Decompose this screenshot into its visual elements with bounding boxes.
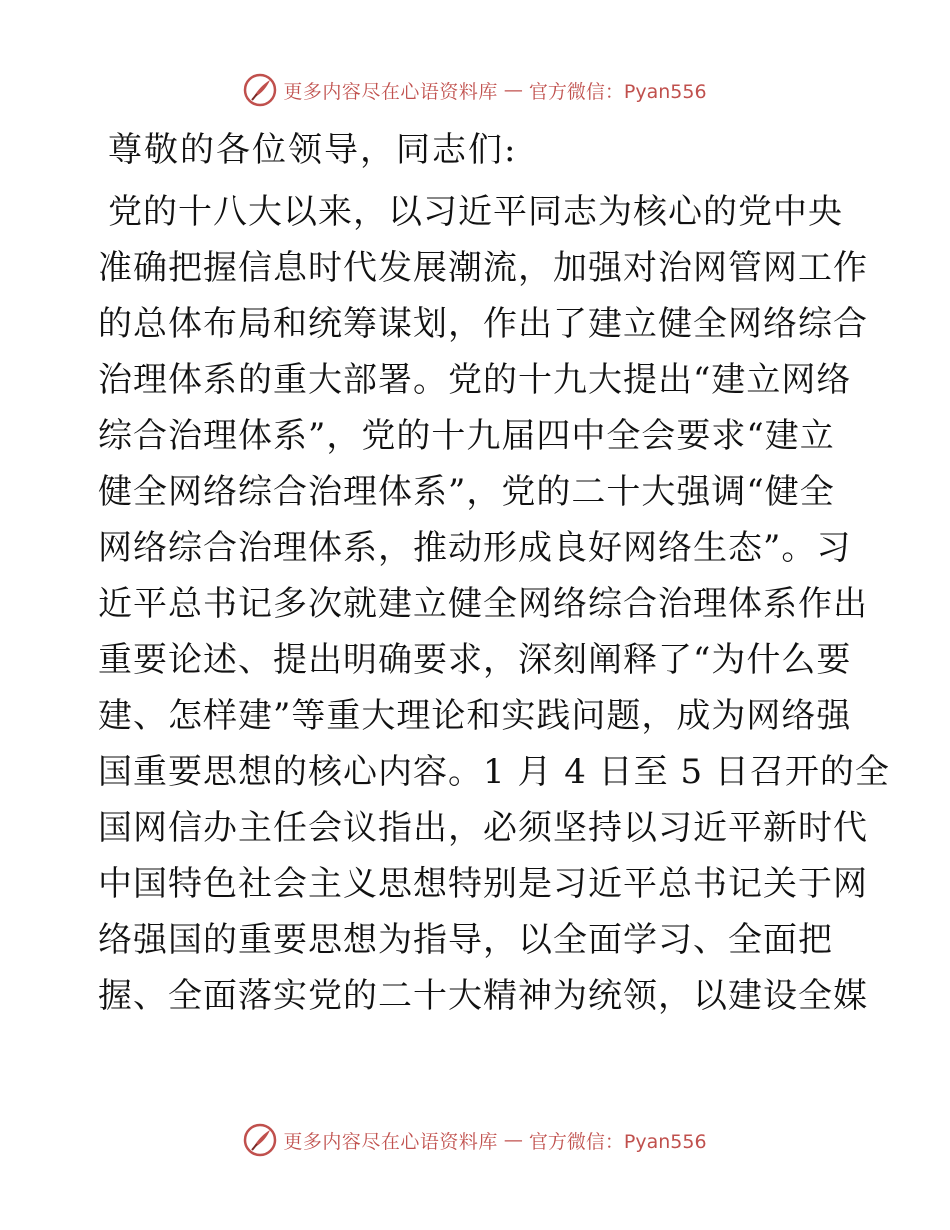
banner-site-text: 更多内容尽在心语资料库 <box>283 80 498 103</box>
banner-wechat-text: 官方微信：Pyan556 <box>528 80 707 103</box>
banner-separator: — <box>503 79 523 101</box>
banner-wechat-text: 官方微信：Pyan556 <box>528 1130 707 1153</box>
text-line: 国重要思想的核心内容。1 月 4 日至 5 日召开的全 <box>98 752 890 792</box>
text-line: 中国特色社会主义思想特别是习近平总书记关于网 <box>98 864 868 904</box>
text-line: 重要论述、提出明确要求，深刻阐释了“为什么要 <box>98 640 852 680</box>
paragraph <box>98 184 890 1024</box>
greeting: 尊敬的各位领导，同志们: <box>108 130 518 170</box>
banner-site-text: 更多内容尽在心语资料库 <box>283 1130 498 1153</box>
text-line: 近平总书记多次就建立健全网络综合治理体系作出 <box>98 584 868 624</box>
text-line: 络强国的重要思想为指导，以全面学习、全面把 <box>98 920 833 960</box>
text-line: 准确把握信息时代发展潮流，加强对治网管网工作 <box>98 248 868 288</box>
text-line: 的总体布局和统筹谋划，作出了建立健全网络综合 <box>98 304 868 344</box>
text-line: 网络综合治理体系，推动形成良好网络生态”。习 <box>98 528 852 568</box>
feather-pen-logo-icon <box>243 73 277 107</box>
text-line: 握、全面落实党的二十大精神为统领，以建设全媒 <box>98 976 868 1016</box>
text-line: 综合治理体系”，党的十九届四中全会要求“建立 <box>98 416 835 456</box>
text-line: 建、怎样建”等重大理论和实践问题，成为网络强 <box>98 696 852 736</box>
document-body <box>98 122 890 1024</box>
text-line: 健全网络综合治理体系”，党的二十大强调“健全 <box>98 472 835 512</box>
banner-separator: — <box>503 1129 523 1151</box>
text-line: 党的十八大以来，以习近平同志为核心的党中央 <box>108 192 843 232</box>
text-line: 治理体系的重大部署。党的十九大提出“建立网络 <box>98 360 852 400</box>
footer-banner <box>0 1120 950 1160</box>
feather-pen-logo-icon <box>243 1123 277 1157</box>
text-line: 国网信办主任会议指出，必须坚持以习近平新时代 <box>98 808 868 848</box>
header-banner <box>0 70 950 110</box>
